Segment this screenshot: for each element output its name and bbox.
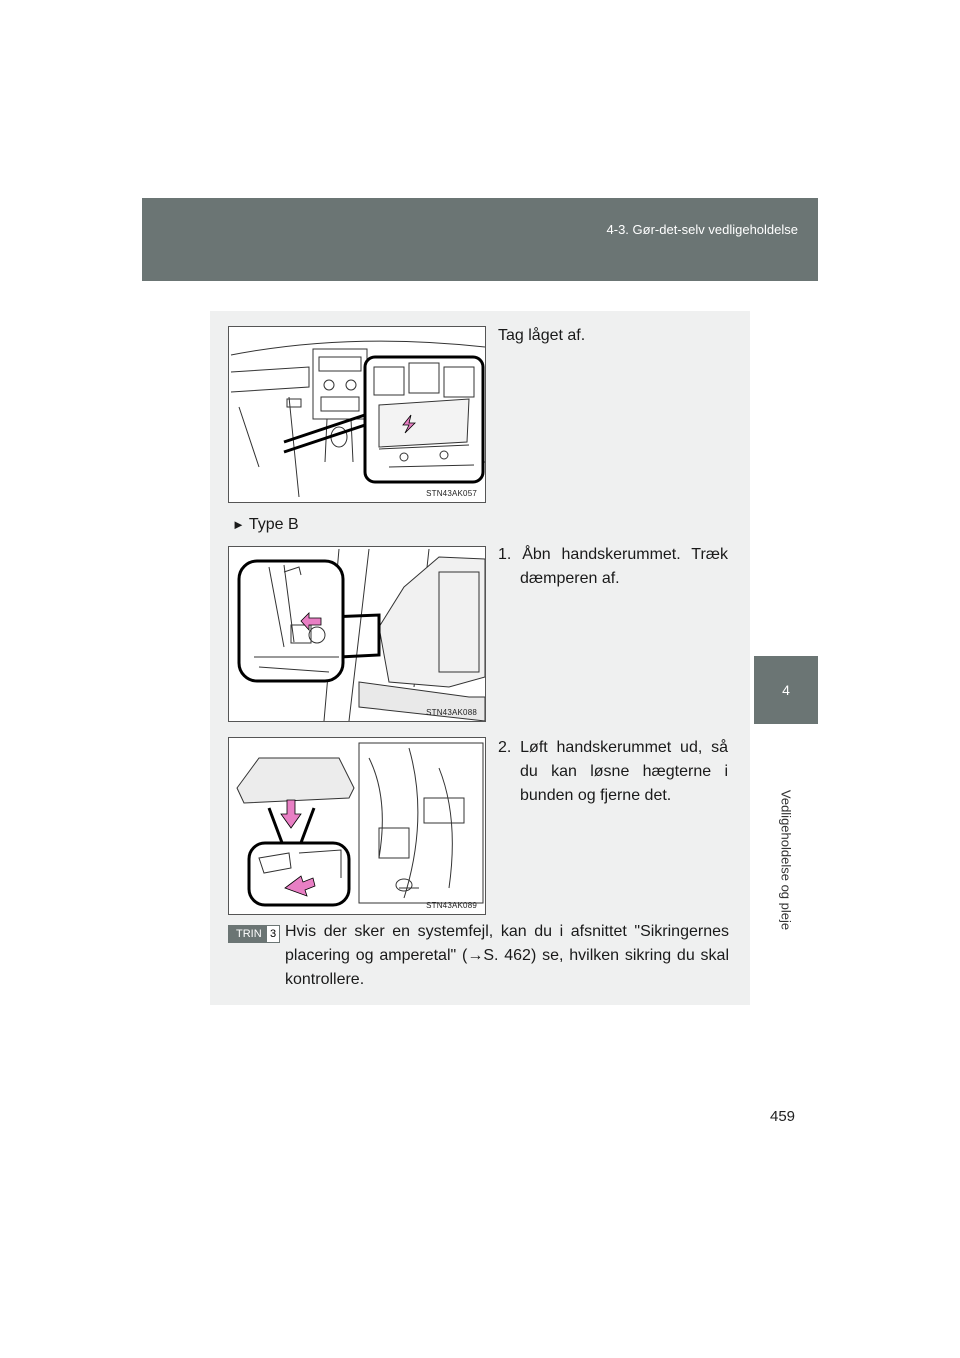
figure-code: STN43AK088 [426,708,477,717]
figure-remove-lid [228,326,486,503]
step-2 [498,736,728,808]
type-b-heading [232,513,299,537]
step-1-text: Åbn handskerummet. Træk dæmperen af. [520,546,728,587]
step-remove-lid: Tag låget af. [498,327,586,344]
section-title: 4-3. Gør-det-selv vedligeholdelse [606,222,798,237]
section-header [142,198,818,281]
figure-lift-glovebox [228,737,486,915]
dashboard-illustration [229,327,485,502]
figure-code: STN43AK089 [426,901,477,910]
type-b-label: Type B [248,516,299,533]
glovebox-damper-illustration [229,547,485,721]
step-badge-label: TRIN [236,928,262,940]
chapter-number: 4 [782,682,790,698]
step-1 [498,543,728,591]
figure-code: STN43AK057 [426,489,477,498]
step-2-number: 2. [498,739,512,756]
triangle-bullet-icon: ► [232,517,245,532]
figure-open-glovebox [228,546,486,722]
step-badge-number: 3 [266,925,280,943]
chapter-label: Vedligeholdelse og pleje [778,789,794,931]
page-number: 459 [770,1108,796,1125]
chapter-tab [754,656,818,724]
glovebox-removal-illustration [229,738,485,914]
trin-3-text: Hvis der sker en systemfejl, kan du i afsnittet "Sikringernes placering og amperetal" (→S. 462) se, hvilken sikring du skal kontrollere. [285,923,729,988]
step-1-number: 1. [498,546,512,563]
step-badge [228,925,280,943]
step-2-text: Løft handskerummet ud, så du kan løsne hægterne i bunden og fjerne det. [520,739,728,804]
